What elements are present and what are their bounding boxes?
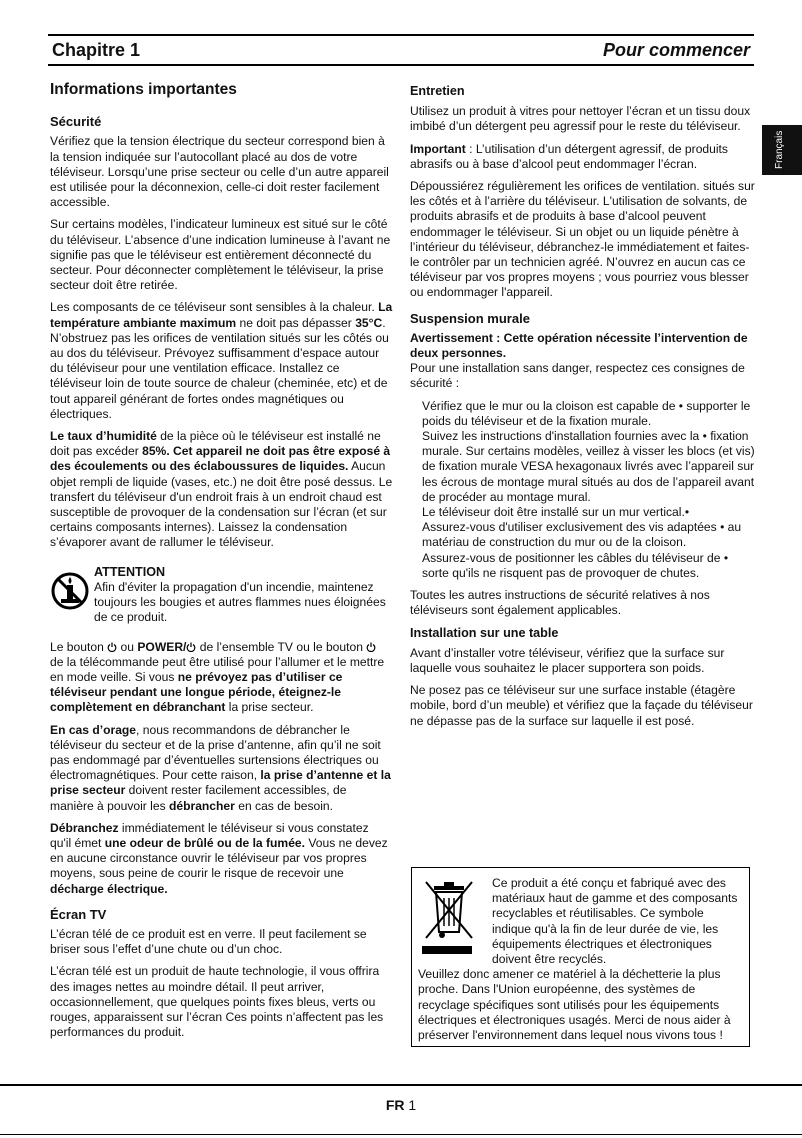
- list-item: Assurez-vous de positionner les câbles du téléviseur de • sorte qu'ils ne risquent pas de provoquer de chutes.: [422, 550, 729, 580]
- recycling-text: Ce produit a été conçu et fabriqué avec des matériaux haut de gamme et des composants recyclables et réutilisables. Ce symbole indique qu'à la fin de leur durée de vie, les équipements électriques et électroniques doivent être recyclés.: [492, 876, 738, 967]
- attention-text: Afin d'éviter la propagation d'un incendie, maintenez toujours les bougies et autres flammes nues éloignées de ce produit.: [94, 579, 386, 625]
- language-tab: [762, 125, 802, 175]
- list-item: Suivez les instructions d'installation fournies avec la • fixation murale. Sur certains modèles, veillez à visser les blocs (et vis) de fixation murale VESA hexagonaux livrés avec l’appareil sur les écrous de montage mural situés au dos de l’appareil avant de procéder au montage mural.: [422, 429, 755, 504]
- paragraph: Débranchez immédiatement le téléviseur si vous constatez qu'il émet une odeur de brûlé ou de la fumée. Vous ne devez en aucune circonstance ouvrir le téléviseur par vos propres moyens, sous peine de courir le risque de recevoir une décharge électrique.: [50, 820, 388, 896]
- footer-rule: [0, 1084, 802, 1086]
- wall-mount-heading: Suspension murale: [410, 310, 530, 326]
- paragraph: Pour une installation sans danger, respectez ces consignes de sécurité :: [410, 361, 745, 391]
- paragraph: En cas d’orage, nous recommandons de débrancher le téléviseur du secteur et de la prise d’antenne, afin qu’il ne soit pas endommagé par d’éventuelles surtensions électriques ou électromagnétiques. Pour cette raison, la prise d’antenne et la prise secteur doivent rester facilement accessibles, de manière à pouvoir les débrancher en cas de besoin.: [50, 722, 391, 813]
- paragraph: Vérifiez que la tension électrique du secteur correspond bien à la tension indiquée sur l’autocollant placé au dos de votre téléviseur. Lorsqu’une prise secteur ou celle d’un autre appareil est utilisée pour la déconnexion, celle-ci doit rester facilement accessible.: [50, 134, 389, 210]
- recycling-notice: [411, 867, 750, 1047]
- bullet-list: [410, 399, 755, 581]
- paragraph: Important : L’utilisation d’un détergent agressif, de produits abrasifs ou à base d’alcool peut endommager l’écran.: [410, 141, 728, 171]
- page-heading: Informations importantes: [50, 81, 237, 98]
- bottom-rule: [0, 1134, 802, 1135]
- list-item: Vérifiez que le mur ou la cloison est capable de • supporter le poids du téléviseur et de la fixation murale.: [422, 398, 751, 428]
- paragraph: L’écran télé de ce produit est en verre. Il peut facilement se briser sous l’effet d’une chute ou d’un choc.: [50, 926, 367, 957]
- paragraph: Le bouton ou POWER/ de l’ensemble TV ou le bouton de la télécommande peut être utilisé pour l’allumer et le mettre en mode veille. Si vous ne prévoyez pas d’utiliser ce téléviseur pendant une longue période, éteignez-le complètement en débranchant la prise secteur.: [50, 639, 385, 715]
- recycling-text-bottom: Veuillez donc amener ce matériel à la déchetterie la plus proche. Dans l'Union européenne, des systèmes de recyclage spécifiques sont utilisés pour les équipements électriques et électroniques usagés. Merci de nous aider à préserver l'environnement dans lequel nous vivons tous !: [418, 967, 731, 1043]
- paragraph: Le taux d’humidité de la pièce où le téléviseur est installé ne doit pas excéder 85%. Cet appareil ne doit pas être exposé à des écoulements ou des éclaboussures de liquides. Aucun objet rempli de liquide (vases, etc.) ne doit être posé dessus. Le transfert du téléviseur d'un endroit frais à un endroit chaud est susceptible de provoquer de la condensation sur l’écran (et sur certains composants internes). Laissez la condensation s’évaporer avant de rallumer le téléviseur.: [50, 429, 393, 550]
- header-rule-top: [48, 34, 754, 36]
- maintenance-heading: Entretien: [410, 84, 465, 98]
- no-candle-icon: [50, 571, 94, 626]
- page-footer: FR 1: [385, 1097, 417, 1113]
- paragraph: Ne posez pas ce téléviseur sur une surface instable (étagère mobile, bord d’un meuble) et vérifiez que la façade du téléviseur ne dépasse pas de la surface sur laquelle il est posé.: [410, 683, 753, 728]
- weee-bin-icon: [418, 876, 488, 967]
- paragraph: Toutes les autres instructions de sécurité relatives à nos téléviseurs sont également applicables.: [410, 588, 710, 618]
- paragraph: Utilisez un produit à vitres pour nettoyer l’écran et un tissu doux imbibé d’un détergent peu agressif pour le reste du téléviseur.: [410, 104, 751, 134]
- power-icon: [366, 642, 376, 652]
- paragraph: Avant d’installer votre téléviseur, vérifiez que la surface sur laquelle vous souhaitez le placer supportera son poids.: [410, 645, 725, 675]
- paragraph: Sur certains modèles, l’indicateur lumineux est situé sur le côté du téléviseur. L’absence d’une indication lumineuse à l’avant ne signifie pas que le téléviseur est entièrement déconnecté du secteur. Pour déconnecter complètement le téléviseur, la prise secteur doit être retirée.: [50, 217, 391, 293]
- screen-heading: Écran TV: [50, 906, 107, 922]
- list-item: Assurez-vous d'utiliser exclusivement des vis adaptées • au matériau de construction du mur ou de la cloison.: [422, 520, 742, 550]
- attention-title: ATTENTION: [94, 564, 166, 579]
- list-item: Le téléviseur doit être installé sur un mur vertical.•: [422, 505, 690, 520]
- table-install-heading: Installation sur une table: [410, 625, 559, 640]
- left-column: [50, 80, 393, 1047]
- power-icon: [186, 642, 196, 652]
- paragraph: Les composants de ce téléviseur sont sensibles à la chaleur. La température ambiante maximum ne doit pas dépasser 35°C. N’obstruez pas les orifices de ventilation situés sur les côtés ou au dos du téléviseur. Prévoyez suffisamment d’espace autour du téléviseur pour une ventilation efficace. Installez ce téléviseur loin de toute source de chaleur (cheminée, etc) et de tout appareil générant de fortes ondes magnétiques ou électriques.: [50, 300, 393, 421]
- paragraph: Dépoussiérez régulièrement les orifices de ventilation. situés sur les côtés et à l’arrière du téléviseur. L'utilisation de solvants, de produits abrasifs et de produits à base d’alcool peuvent endommager le téléviseur. Si un objet ou un liquide pénètre à l’intérieur du téléviseur, débranchez-le immédiatement et faites-le contrôler par un technicien agréé. N’ouvrez en aucun cas ce téléviseur par vos propres moyens ; vous pourriez vous blesser ou endommager l'appareil.: [410, 179, 755, 300]
- section-title: Pour commencer: [602, 40, 750, 60]
- warning: Avertissement : Cette opération nécessite l’intervention de deux personnes.: [410, 330, 748, 361]
- language-tab-label: Français: [774, 130, 785, 169]
- power-icon: [107, 642, 117, 652]
- attention-box: [50, 565, 393, 626]
- right-column: [410, 80, 755, 736]
- paragraph: L’écran télé est un produit de haute technologie, il vous offrira des images nettes au moindre détail. Il peut arriver, occasionnellement, que quelques points fixes bleus, verts ou rouges, apparaissent sur l’écran Ces points n’affectent pas les performances du produit.: [50, 964, 384, 1040]
- chapter-title: Chapitre 1: [52, 40, 141, 60]
- safety-heading: Sécurité: [50, 114, 102, 130]
- header-rule-bottom: [48, 64, 754, 66]
